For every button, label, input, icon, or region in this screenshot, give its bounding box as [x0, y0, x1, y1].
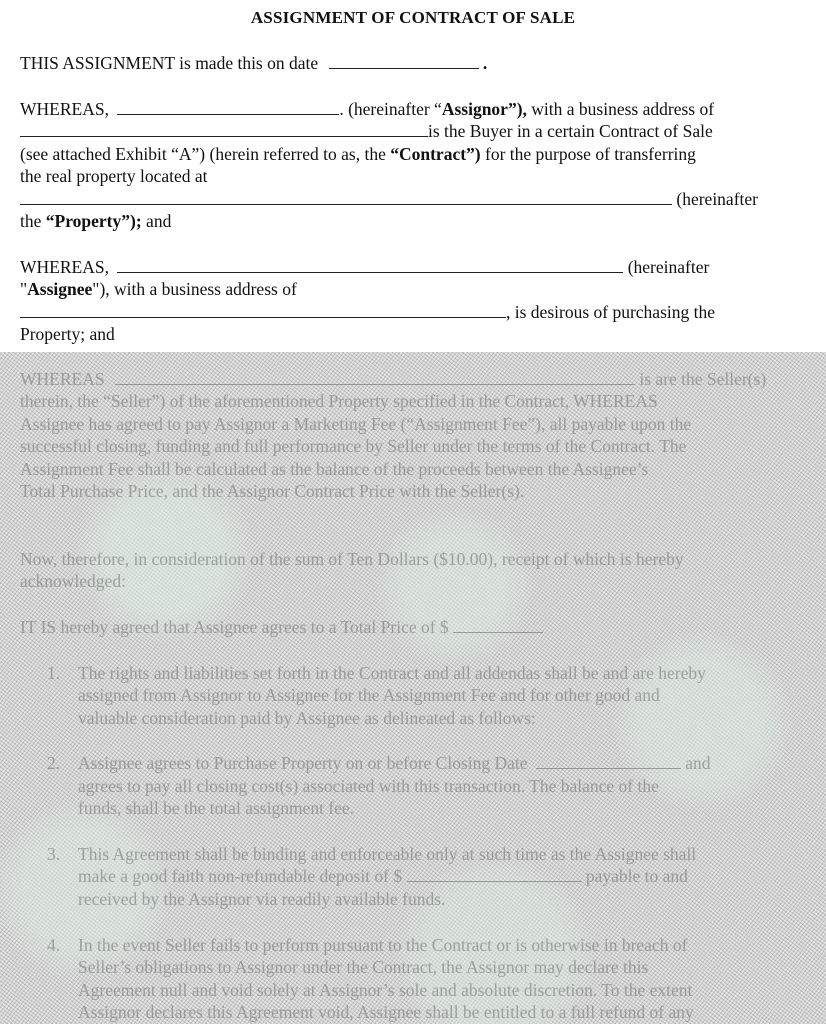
seller-line-4: successful closing, funding and full performance by Seller under the terms of the Contract. The	[20, 436, 687, 456]
assignor-line-1: WHEREAS, . (hereinafter “Assignor”), with a business address of	[20, 99, 715, 119]
assignor-line-2: is the Buyer in a certain Contract of Sale	[20, 120, 713, 142]
seller-line-6: Total Purchase Price, and the Assignor Contract Price with the Seller(s).	[20, 481, 525, 501]
document-title: ASSIGNMENT OF CONTRACT OF SALE	[250, 8, 576, 27]
assignor-line-6: the “Property”); and	[20, 211, 172, 231]
item-4-number: 4.	[47, 935, 61, 955]
item-1-line-3: valuable consideration paid by Assignee as delineated as follows:	[78, 708, 536, 728]
item-4-line-4: Assignor declares this Agreement void, Assignee shall be entitled to a full refund of any	[78, 1002, 694, 1022]
item-3-line-2: make a good faith non-refundable deposit of $ payable to and	[78, 866, 688, 886]
deposit-field[interactable]	[407, 866, 582, 882]
item-3-line-3: received by the Assignor via readily available funds.	[78, 889, 446, 909]
total-price-field[interactable]	[453, 617, 543, 633]
assignee-line-1: WHEREAS, (hereinafter	[20, 257, 710, 277]
assignor-line-5: (hereinafter	[20, 188, 758, 210]
assignor-name-field[interactable]	[117, 99, 339, 115]
obscured-section	[0, 352, 826, 1024]
item-2-number: 2.	[47, 753, 61, 773]
item-2-line-2: agrees to pay all closing cost(s) associated with this transaction. The balance of the	[78, 776, 659, 796]
intro-line: THIS ASSIGNMENT is made this on date .	[20, 53, 488, 73]
item-4-line-2: Seller’s obligations to Assignor under the Contract, the Assignor may declare this	[78, 957, 649, 977]
item-3-number: 3.	[47, 844, 61, 864]
item-4-line-1: In the event Seller fails to perform pursuant to the Contract or is otherwise in breach of	[78, 935, 688, 955]
assignee-address-field[interactable]	[20, 302, 506, 318]
assignor-line-4: the real property located at	[20, 166, 208, 186]
consideration-line-1: Now, therefore, in consideration of the sum of Ten Dollars ($10.00), receipt of which is hereby	[20, 549, 684, 569]
property-address-field[interactable]	[20, 189, 672, 205]
item-3-line-1: This Agreement shall be binding and enforceable only at such time as the Assignee shall	[78, 844, 697, 864]
seller-name-field[interactable]	[115, 369, 635, 385]
item-1-line-1: The rights and liabilities set forth in the Contract and all addendas shall be and are hereby	[78, 663, 706, 683]
closing-date-field[interactable]	[536, 753, 681, 769]
item-1-line-2: assigned from Assignor to Assignee for the Assignment Fee and for other good and	[78, 685, 660, 705]
item-1-number: 1.	[47, 663, 61, 683]
consideration-line-2: acknowledged:	[20, 571, 126, 591]
assignee-line-2: "Assignee"), with a business address of	[20, 279, 297, 299]
date-field[interactable]	[329, 53, 479, 69]
assignee-line-3: , is desirous of purchasing the	[20, 301, 715, 323]
seller-line-3: Assignee has agreed to pay Assignor a Marketing Fee (“Assignment Fee”), all payable upon the	[20, 414, 692, 434]
seller-line-2: therein, the “Seller”) of the aforementioned Property specified in the Contract, WHEREAS	[20, 391, 658, 411]
assignee-line-4: Property; and	[20, 324, 115, 344]
item-2-line-1: Assignee agrees to Purchase Property on or before Closing Date and	[78, 753, 711, 773]
agreed-line: IT IS hereby agreed that Assignee agrees to a Total Price of $	[20, 616, 543, 638]
item-2-line-3: funds, shall be the total assignment fee.	[78, 798, 355, 818]
item-4-line-3: Agreement null and void solely at Assignor’s sole and absolute discretion. To the extent	[78, 980, 693, 1000]
assignor-address-field[interactable]	[20, 121, 428, 137]
seller-line-5: Assignment Fee shall be calculated as the balance of the proceeds between the Assignee’s	[20, 459, 649, 479]
assignee-name-field[interactable]	[117, 257, 623, 273]
seller-line-1: WHEREAS is are the Seller(s)	[20, 369, 767, 389]
assignor-line-3: (see attached Exhibit “A”) (herein referred to as, the “Contract”) for the purpose of transferring	[20, 144, 696, 164]
